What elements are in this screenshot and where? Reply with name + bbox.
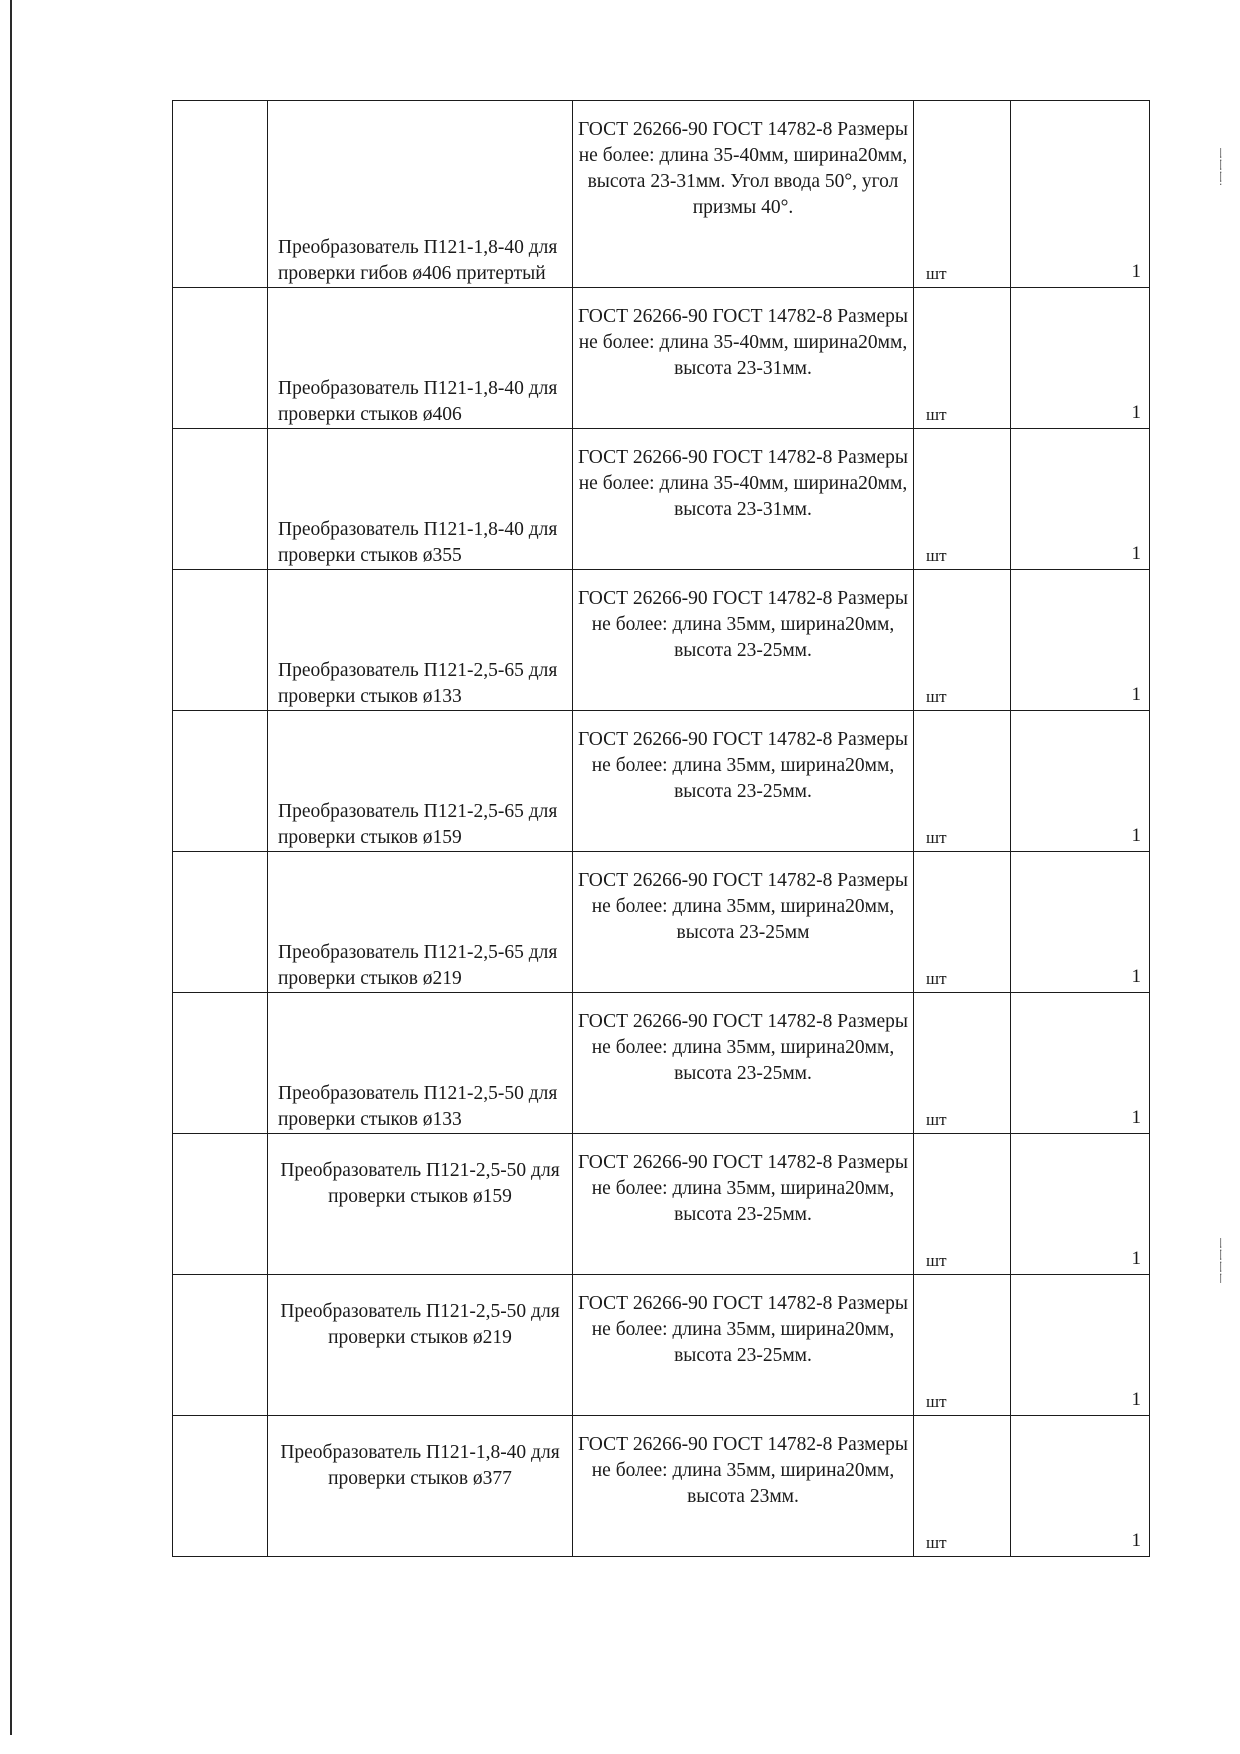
item-qty: 1 [1131,825,1141,846]
item-name-cell [268,1134,573,1275]
item-qty: 1 [1131,1530,1141,1551]
item-spec: ГОСТ 26266-90 ГОСТ 14782-8 Размеры не более: длина 35мм, ширина20мм, высота 23-25мм. [577,588,909,661]
item-name: Преобразователь П121-2,5-50 для проверки стыков ø159 [280,1160,560,1207]
item-qty: 1 [1131,1248,1141,1269]
item-spec-cell [573,429,914,570]
item-qty: 1 [1131,543,1141,564]
item-name: Преобразователь П121-1,8-40 для проверки стыков ø406 [278,378,558,425]
item-qty-cell [1011,288,1150,429]
item-spec-cell [573,1275,914,1416]
item-unit: шт [926,1110,947,1129]
item-qty-cell [1011,993,1150,1134]
item-qty-cell [1011,1416,1150,1557]
page-left-margin-line [10,0,12,1735]
item-spec: ГОСТ 26266-90 ГОСТ 14782-8 Размеры не более: длина 35-40мм, ширина20мм, высота 23-31мм. Угол ввода 50°, угол призмы 40°. [577,119,909,218]
row-number-cell [173,429,268,570]
item-name: Преобразователь П121-2,5-50 для проверки стыков ø133 [278,1083,558,1130]
item-spec-cell [573,288,914,429]
item-spec-cell [573,1416,914,1557]
item-spec: ГОСТ 26266-90 ГОСТ 14782-8 Размеры не более: длина 35мм, ширина20мм, высота 23-25мм [577,870,909,943]
item-unit-cell [914,101,1011,288]
item-spec: ГОСТ 26266-90 ГОСТ 14782-8 Размеры не более: длина 35мм, ширина20мм, высота 23-25мм. [577,1011,909,1084]
item-spec-cell [573,101,914,288]
item-unit: шт [926,969,947,988]
row-number-cell [173,1134,268,1275]
item-spec-cell [573,570,914,711]
item-name: Преобразователь П121-1,8-40 для проверки гибов ø406 притертый [278,237,558,284]
item-unit: шт [926,1533,947,1552]
item-name: Преобразователь П121-2,5-65 для проверки стыков ø219 [278,942,558,989]
item-qty-cell [1011,1275,1150,1416]
item-spec: ГОСТ 26266-90 ГОСТ 14782-8 Размеры не более: длина 35мм, ширина20мм, высота 23мм. [577,1434,909,1507]
item-qty-cell [1011,101,1150,288]
row-number-cell [173,570,268,711]
item-unit: шт [926,264,947,283]
item-name-cell [268,288,573,429]
row-number-cell [173,288,268,429]
table-row [173,852,1150,993]
item-spec-cell [573,711,914,852]
item-name-cell [268,993,573,1134]
item-spec: ГОСТ 26266-90 ГОСТ 14782-8 Размеры не более: длина 35-40мм, ширина20мм, высота 23-31мм. [577,306,909,379]
row-number-cell [173,993,268,1134]
item-unit: шт [926,1392,947,1411]
item-unit: шт [926,828,947,847]
item-qty: 1 [1131,966,1141,987]
item-spec: ГОСТ 26266-90 ГОСТ 14782-8 Размеры не более: длина 35мм, ширина20мм, высота 23-25мм. [577,1293,909,1366]
row-number-cell [173,852,268,993]
item-unit-cell [914,570,1011,711]
table-row [173,1275,1150,1416]
item-qty: 1 [1131,1107,1141,1128]
item-unit-cell [914,1134,1011,1275]
row-number-cell [173,1275,268,1416]
table-row [173,1416,1150,1557]
item-spec-cell [573,993,914,1134]
scan-artifact-marks: | : | : | : [1218,148,1224,188]
item-name: Преобразователь П121-2,5-65 для проверки стыков ø159 [278,801,558,848]
item-unit: шт [926,1251,947,1270]
specification-table [172,100,1150,1557]
item-qty: 1 [1131,402,1141,423]
item-unit: шт [926,405,947,424]
item-qty: 1 [1131,684,1141,705]
item-name-cell [268,429,573,570]
item-unit-cell [914,711,1011,852]
item-unit-cell [914,993,1011,1134]
item-unit-cell [914,1416,1011,1557]
item-name: Преобразователь П121-2,5-65 для проверки стыков ø133 [278,660,558,707]
item-unit-cell [914,852,1011,993]
item-unit-cell [914,288,1011,429]
table-row [173,429,1150,570]
scan-artifact-marks: | : | : | : | [1218,1238,1224,1284]
row-number-cell [173,711,268,852]
item-unit-cell [914,1275,1011,1416]
item-unit-cell [914,429,1011,570]
item-unit: шт [926,687,947,706]
item-qty-cell [1011,711,1150,852]
item-name-cell [268,1275,573,1416]
item-name-cell [268,570,573,711]
item-qty-cell [1011,570,1150,711]
item-name-cell [268,852,573,993]
item-qty: 1 [1131,261,1141,282]
item-qty-cell [1011,852,1150,993]
item-spec: ГОСТ 26266-90 ГОСТ 14782-8 Размеры не более: длина 35мм, ширина20мм, высота 23-25мм. [577,1152,909,1225]
item-name: Преобразователь П121-1,8-40 для проверки стыков ø355 [278,519,558,566]
table-row [173,711,1150,852]
table-row [173,570,1150,711]
item-spec-cell [573,1134,914,1275]
table-row [173,101,1150,288]
item-name-cell [268,101,573,288]
item-spec-cell [573,852,914,993]
table-row [173,1134,1150,1275]
item-qty: 1 [1131,1389,1141,1410]
row-number-cell [173,101,268,288]
item-name-cell [268,711,573,852]
item-qty-cell [1011,1134,1150,1275]
item-name: Преобразователь П121-2,5-50 для проверки стыков ø219 [280,1301,560,1348]
item-unit: шт [926,546,947,565]
item-name: Преобразователь П121-1,8-40 для проверки стыков ø377 [280,1442,560,1489]
item-spec: ГОСТ 26266-90 ГОСТ 14782-8 Размеры не более: длина 35мм, ширина20мм, высота 23-25мм. [577,729,909,802]
table-row [173,288,1150,429]
row-number-cell [173,1416,268,1557]
item-qty-cell [1011,429,1150,570]
item-name-cell [268,1416,573,1557]
table-row [173,993,1150,1134]
item-spec: ГОСТ 26266-90 ГОСТ 14782-8 Размеры не более: длина 35-40мм, ширина20мм, высота 23-31мм. [577,447,909,520]
